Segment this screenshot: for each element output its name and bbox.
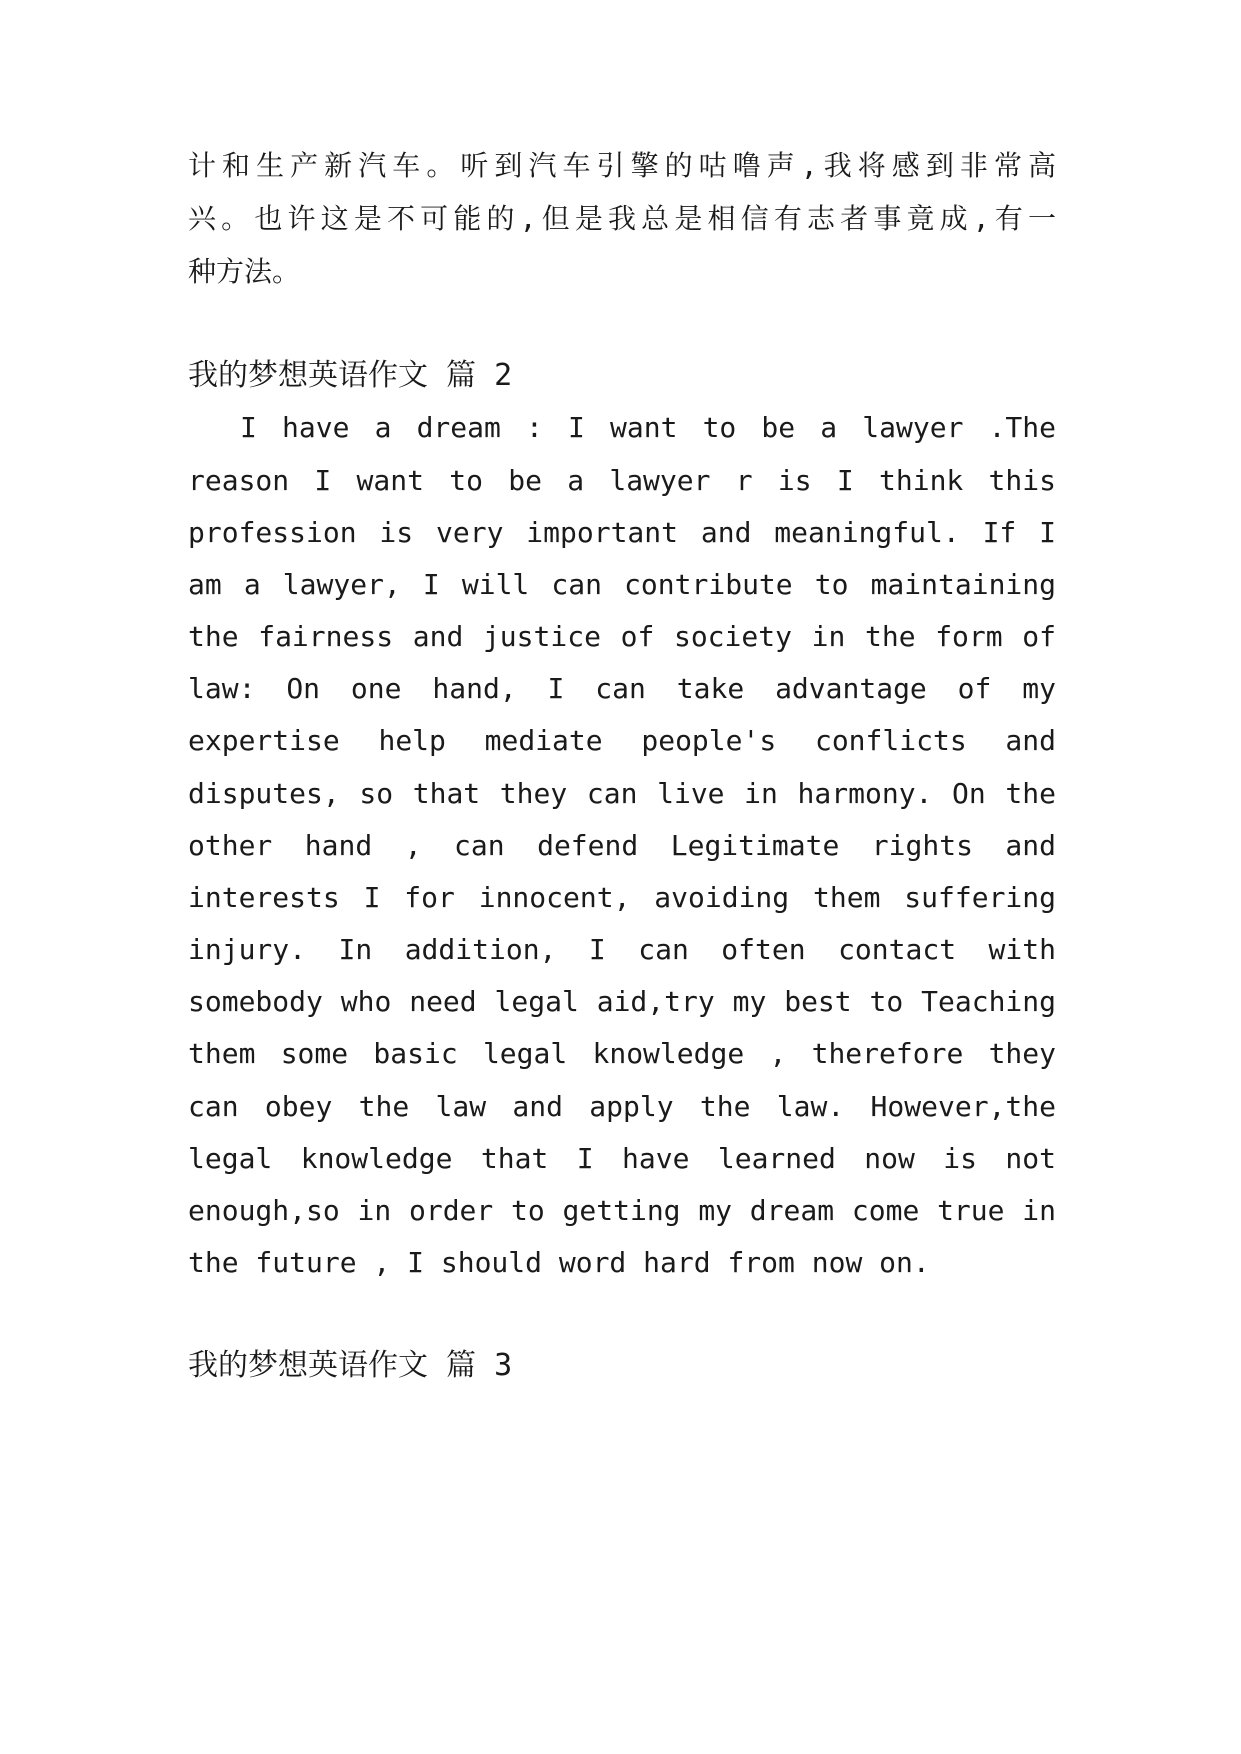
section-3-heading: 我的梦想英语作文 篇 3 [188, 1348, 513, 1383]
body-line-2: reason I want to be a lawyer r is I think this [188, 464, 1056, 497]
body-line-16: enough,so in order to getting my dream come true in [188, 1194, 1056, 1227]
body-line-13: them some basic legal knowledge , therefore they [188, 1037, 1056, 1070]
body-line-1: I have a dream : I want to be a lawyer .The [240, 411, 1056, 444]
body-line-14: can obey the law and apply the law. However,the [188, 1090, 1056, 1123]
intro-line-2: 兴。也许这是不可能的,但是我总是相信有志者事竟成,有一 [188, 202, 1056, 235]
body-line-10: interests I for innocent, avoiding them suffering [188, 881, 1056, 914]
body-line-9: other hand , can defend Legitimate rights and [188, 829, 1056, 862]
body-line-6: law: On one hand, I can take advantage of my [188, 672, 1056, 705]
body-line-11: injury. In addition, I can often contact with [188, 933, 1056, 966]
body-line-3: profession is very important and meaningful. If I [188, 516, 1056, 549]
body-line-8: disputes, so that they can live in harmony. On the [188, 777, 1056, 810]
intro-line-1: 计和生产新汽车。听到汽车引擎的咕噜声,我将感到非常高 [188, 149, 1056, 182]
body-line-12: somebody who need legal aid,try my best to Teaching [188, 985, 1056, 1018]
body-line-5: the fairness and justice of society in the form of [188, 620, 1056, 653]
body-line-17: the future , I should word hard from now on. [188, 1246, 930, 1279]
body-line-15: legal knowledge that I have learned now is not [188, 1142, 1056, 1175]
body-line-4: am a lawyer, I will can contribute to maintaining [188, 568, 1056, 601]
section-2-heading: 我的梦想英语作文 篇 2 [188, 358, 513, 393]
body-line-7: expertise help mediate people's conflicts and [188, 724, 1056, 757]
intro-line-3: 种方法。 [188, 255, 301, 288]
